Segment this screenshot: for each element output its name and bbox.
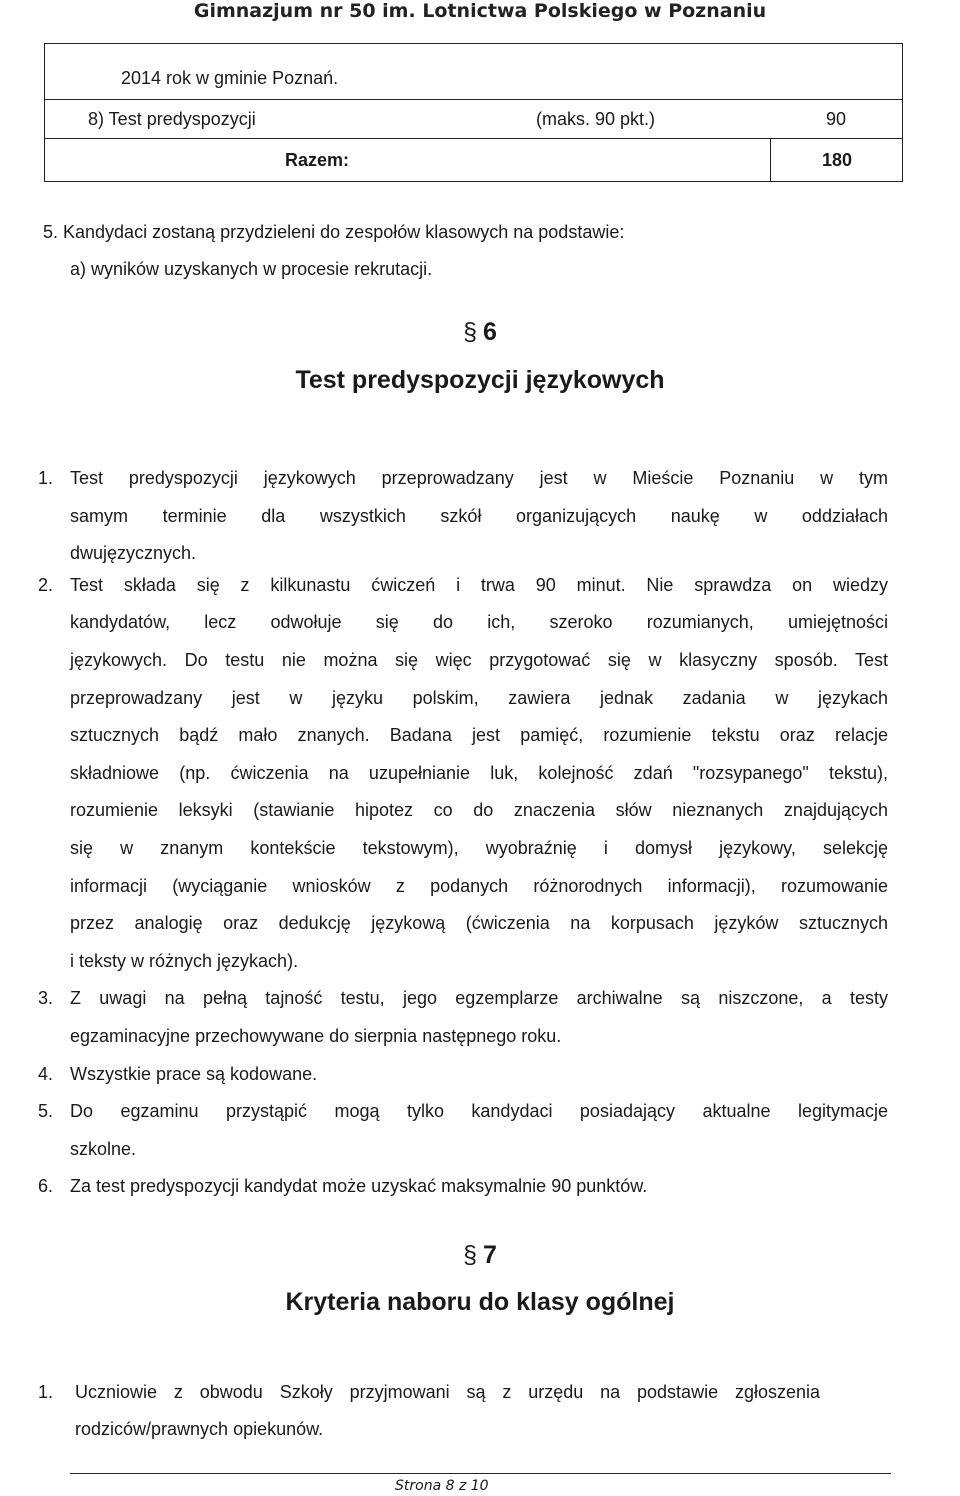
- table-border: [44, 99, 903, 100]
- list-item-number: 4.: [38, 1063, 54, 1084]
- list-item-line: Z uwagi na pełną tajność testu, jego egzemplarze archiwalne są niszczone, a testy: [70, 988, 888, 1009]
- list-item-number: 2.: [38, 574, 54, 595]
- list-item-line: językowych. Do testu nie można się więc przygotować się w klasyczny sposób. Test: [70, 650, 888, 670]
- list-item-line: przez analogię oraz dedukcję językową (ćwiczenia na korpusach języków sztucznych: [70, 913, 888, 934]
- paragraph-5-line: 5. Kandydaci zostaną przydzieleni do zespołów klasowych na podstawie:: [43, 222, 625, 242]
- list-item-number: 3.: [38, 988, 54, 1009]
- table-row-points: 90: [826, 109, 847, 129]
- page-number: Strona 8 z 10: [395, 1478, 489, 1494]
- list-item-line: i teksty w różnych językach).: [70, 950, 299, 971]
- paragraph-5-line: a) wyników uzyskanych w procesie rekrutacji.: [70, 259, 433, 279]
- total-label: Razem:: [285, 150, 350, 170]
- list-item-line: składniowe (np. ćwiczenia na uzupełnianie luk, kolejność zdań "rozsypanego" tekstu),: [70, 762, 888, 783]
- total-points: 180: [822, 150, 853, 170]
- list-item-line: informacji (wyciąganie wniosków z podanych różnorodnych informacji), rozumowanie: [70, 875, 888, 896]
- table-border: [44, 138, 903, 139]
- list-item-line: Test składa się z kilkunastu ćwiczeń i trwa 90 minut. Nie sprawdza on wiedzy: [70, 574, 888, 595]
- footer-divider: [70, 1473, 891, 1474]
- list-item-line: Wszystkie prace są kodowane.: [70, 1063, 318, 1084]
- list-item-line: egzaminacyjne przechowywane do sierpnia następnego roku.: [70, 1026, 562, 1046]
- section-number: 6: [483, 318, 497, 346]
- table-row-text: 2014 rok w gminie Poznań.: [121, 68, 339, 88]
- list-item-line: samym terminie dla wszystkich szkół organizujących naukę w oddziałach: [70, 505, 888, 526]
- section-6-number: [0, 318, 960, 347]
- list-item-line: dwujęzycznych.: [70, 543, 197, 564]
- list-item-line: przeprowadzany jest w języku polskim, zawiera jednak zadania w językach: [70, 687, 888, 708]
- page-header: Gimnazjum nr 50 im. Lotnictwa Polskiego w Poznaniu: [193, 0, 767, 22]
- table-border-left: [44, 43, 45, 182]
- table-border-top: [44, 43, 903, 44]
- list-item-line: sztucznych bądź mało znanych. Badana jest pamięć, rozumienie tekstu oraz relacje: [70, 725, 888, 746]
- list-item-line: kandydatów, lecz odwołuje się do ich, szeroko rozumianych, umiejętności: [70, 612, 888, 633]
- table-row-item: 8) Test predyspozycji: [88, 109, 256, 129]
- list-item-number: 6.: [38, 1176, 54, 1197]
- list-item-number: 5.: [38, 1101, 54, 1122]
- table-border-bottom: [44, 181, 903, 182]
- list-item-line: się w znanym kontekście tekstowym), wyobraźnię i domysł językowy, selekcję: [70, 838, 888, 858]
- table-border-right: [902, 43, 903, 182]
- list-item-line: Test predyspozycji językowych przeprowadzany jest w Mieście Poznaniu w tym: [70, 468, 888, 488]
- list-item-line: rodziców/prawnych opiekunów.: [75, 1419, 324, 1439]
- list-item-line: szkolne.: [70, 1138, 137, 1159]
- section-symbol: §: [463, 1241, 477, 1269]
- table-row-max: (maks. 90 pkt.): [536, 109, 656, 129]
- section-7-title: Kryteria naboru do klasy ogólnej: [285, 1288, 675, 1316]
- list-item-line: Uczniowie z obwodu Szkoły przyjmowani są z urzędu na podstawie zgłoszenia: [75, 1382, 820, 1402]
- list-item-number: 1.: [38, 1382, 54, 1402]
- section-7-number: [0, 1241, 960, 1270]
- section-6-title: Test predyspozycji językowych: [295, 366, 665, 394]
- section-symbol: §: [463, 318, 477, 346]
- list-item-line: rozumienie leksyki (stawianie hipotez co do znaczenia słów nieznanych znajdujących: [70, 800, 888, 821]
- section-number: 7: [483, 1241, 497, 1269]
- list-item-line: Do egzaminu przystąpić mogą tylko kandydaci posiadający aktualne legitymacje: [70, 1101, 888, 1122]
- list-item-line: Za test predyspozycji kandydat może uzyskać maksymalnie 90 punktów.: [70, 1176, 648, 1197]
- table-divider: [770, 138, 771, 181]
- list-item-number: 1.: [38, 468, 54, 488]
